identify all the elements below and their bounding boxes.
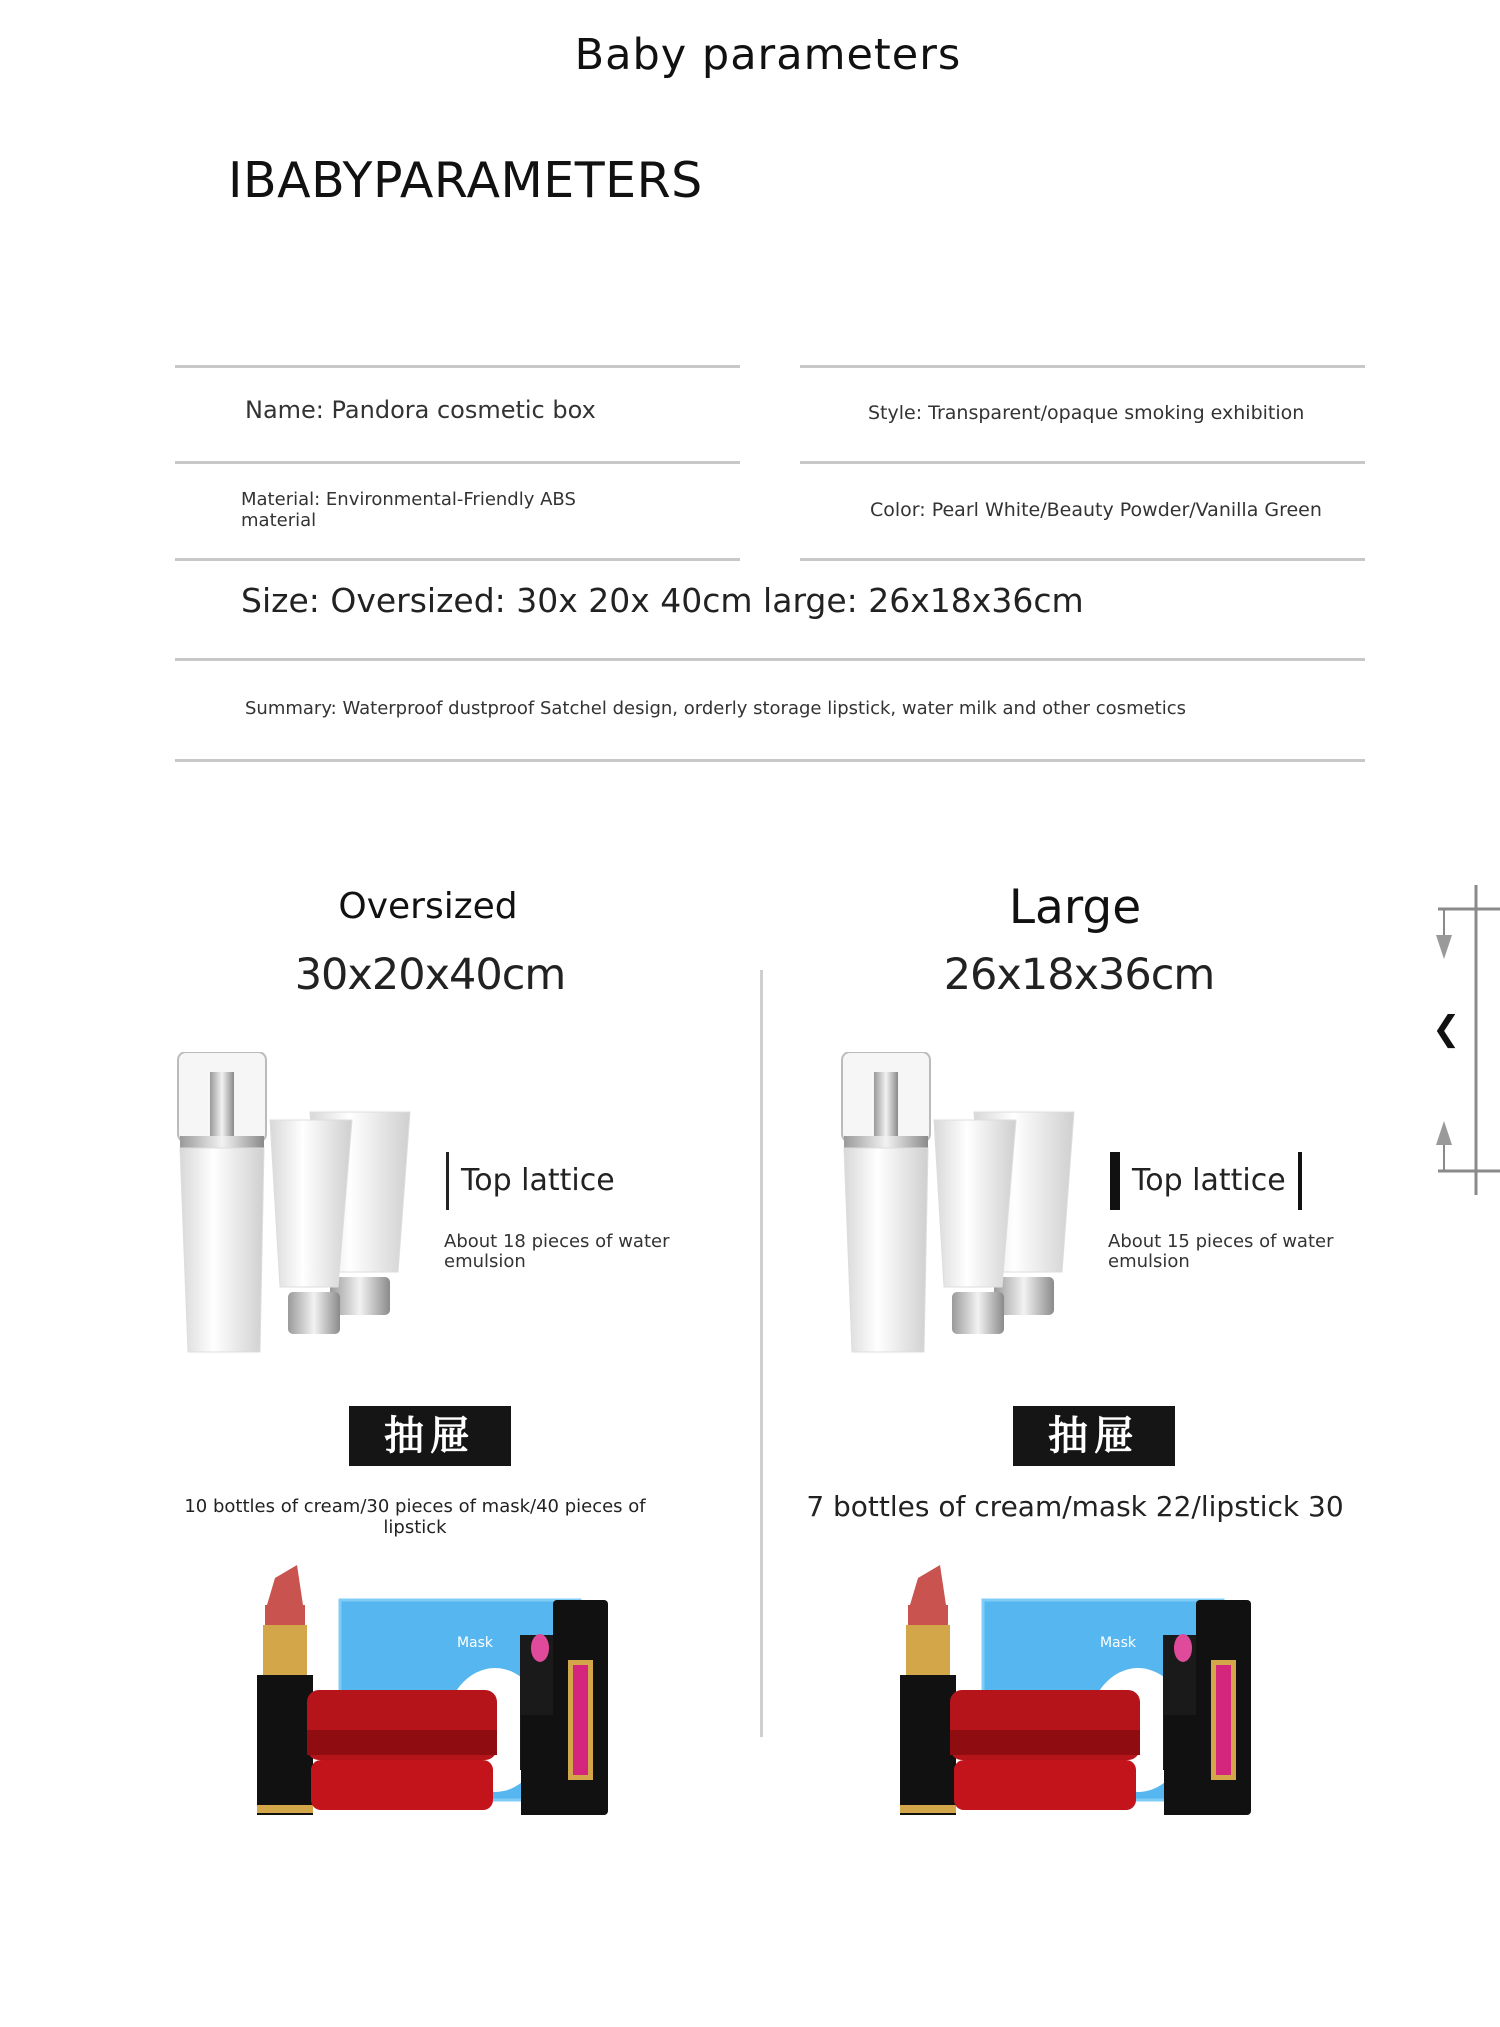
table-rule xyxy=(175,558,740,561)
large-drawer-desc: 7 bottles of cream/mask 22/lipstick 30 xyxy=(806,1490,1344,1523)
section-heading: IBABYPARAMETERS xyxy=(228,152,703,209)
table-rule xyxy=(800,461,1365,464)
param-summary: Summary: Waterproof dustproof Satchel design, orderly storage lipstick, water milk and other cosmetics xyxy=(245,698,1187,719)
oversized-top-lattice-label: Top lattice xyxy=(446,1152,615,1210)
table-rule xyxy=(175,759,1365,762)
param-style: Style: Transparent/opaque smoking exhibition xyxy=(868,402,1305,424)
lotion-bottles-image xyxy=(834,1052,1084,1362)
table-rule xyxy=(175,461,740,464)
large-top-lattice-desc: About 15 pieces of water emulsion xyxy=(1108,1231,1334,1272)
mask-label: Mask xyxy=(456,1635,494,1651)
lotion-bottles-image xyxy=(170,1052,420,1362)
cosmetics-set-image xyxy=(888,1560,1278,1820)
prev-arrow-icon[interactable]: ❮ xyxy=(1432,1009,1461,1049)
large-dimensions: 26x18x36cm xyxy=(943,950,1215,1000)
cosmetics-set-image xyxy=(245,1560,635,1820)
oversized-top-lattice-desc: About 18 pieces of water emulsion xyxy=(444,1231,670,1272)
oversized-drawer-desc: 10 bottles of cream/30 pieces of mask/40 pieces of lipstick xyxy=(184,1496,646,1538)
side-navigation[interactable] xyxy=(1430,885,1500,1195)
large-title: Large xyxy=(1008,880,1142,935)
page-title: Baby parameters xyxy=(574,30,962,80)
oversized-dimensions: 30x20x40cm xyxy=(294,950,566,1000)
table-rule xyxy=(800,558,1365,561)
table-rule xyxy=(175,365,740,368)
oversized-drawer-badge: 抽屉 xyxy=(349,1406,511,1466)
column-divider xyxy=(760,970,763,1737)
param-color: Color: Pearl White/Beauty Powder/Vanilla Green xyxy=(870,499,1322,521)
param-name: Name: Pandora cosmetic box xyxy=(245,396,596,424)
large-drawer-badge: 抽屉 xyxy=(1013,1406,1175,1466)
oversized-title: Oversized xyxy=(338,886,518,927)
param-size: Size: Oversized: 30x 20x 40cm large: 26x18x36cm xyxy=(241,581,1084,620)
large-top-lattice-label: Top lattice xyxy=(1110,1152,1302,1210)
table-rule xyxy=(800,365,1365,368)
mask-label: Mask xyxy=(1099,1635,1137,1651)
table-rule xyxy=(175,658,1365,661)
param-material: Material: Environmental-Friendly ABS material xyxy=(241,489,576,531)
